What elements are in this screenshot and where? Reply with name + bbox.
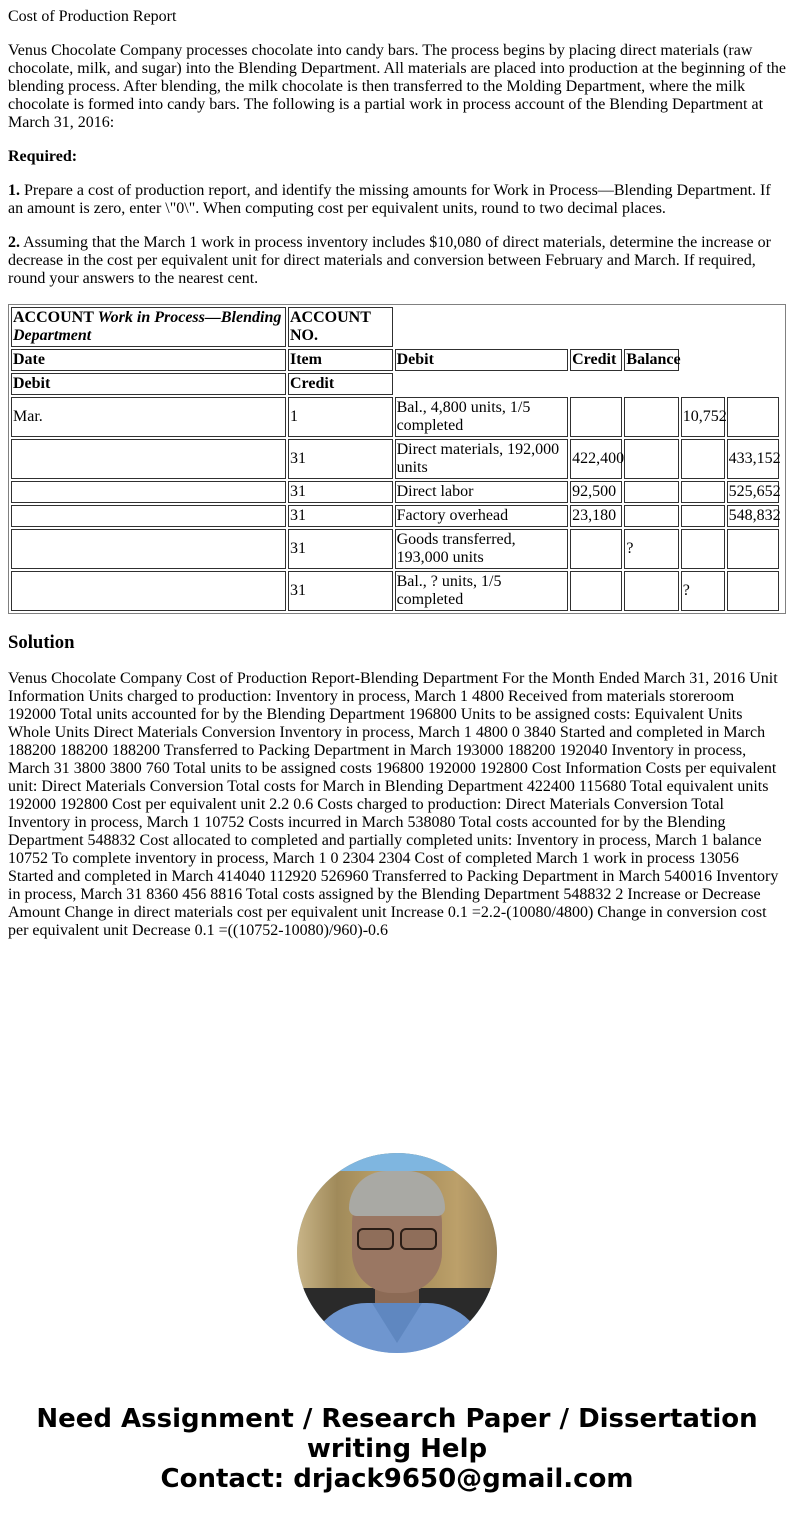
row-balance-credit <box>727 571 779 611</box>
glasses-icon <box>357 1228 437 1248</box>
requirement-number: 1. <box>8 182 20 199</box>
row-credit <box>624 571 678 611</box>
requirement-text: Prepare a cost of production report, and identify the missing amounts for Work in Process—Blending Department. If an amount is zero, enter \"0\". When computing cost per equivalent units, round to two decimal places. <box>8 182 771 217</box>
row-debit: 92,500 <box>570 481 622 503</box>
row-day: 31 <box>288 529 393 569</box>
promo-contact: Contact: drjack9650@gmail.com <box>160 1464 634 1494</box>
ledger-row <box>11 571 783 611</box>
row-day: 1 <box>288 397 393 437</box>
row-date <box>11 481 286 503</box>
row-date: Mar. <box>11 397 286 437</box>
requirement-number: 2. <box>8 234 20 251</box>
row-day: 31 <box>288 439 393 479</box>
header-debit: Debit <box>395 349 569 371</box>
row-day: 31 <box>288 481 393 503</box>
row-date <box>11 439 286 479</box>
account-name: Work in Process—Blending Department <box>13 309 282 344</box>
row-item: Direct materials, 192,000 units <box>395 439 569 479</box>
ledger-table <box>8 304 786 614</box>
solution-text: Venus Chocolate Company Cost of Production Report-Blending Department For the Month Ended March 31, 2016 Unit Information Units charged to production: Inventory in process, March 1 4800 Received from materials storeroom 192000 Total units accounted for by the Blending Department 196800 Units to be assigned costs: Equivalent Units Whole Units Direct Materials Conversion Inventory in process, March 1 4800 0 3840 Started and completed in March 188200 188200 188200 Transferred to Packing Department in March 193000 188200 192040 Inventory in process, March 31 3800 3800 760 Total units to be assigned costs 196800 192000 192800 Cost Information Costs per equivalent unit: Direct Materials Conversion Total costs for March in Blending Department 422400 115680 Total equivalent units 192000 192800 Cost per equivalent unit 2.2 0.6 Costs charged to production: Direct Materials Conversion Total Inventory in process, March 1 10752 Costs incurred in March 538080 Total costs accounted for by the Blending Department 548832 Cost allocated to completed and partially completed units: Inventory in process, March 1 balance 10752 To complete inventory in process, March 1 0 2304 2304 Cost of completed March 1 work in process 13056 Started and completed in March 414040 112920 526960 Transferred to Packing Department in March 540016 Inventory in process, March 31 8360 456 8816 Total costs assigned by the Blending Department 548832 2 Increase or Decrease Amount Change in direct materials cost per equivalent unit Increase 0.1 =2.2-(10080/4800) Change in conversion cost per equivalent unit Decrease 0.1 =((10752-10080)/960)-0.6 <box>8 670 779 939</box>
row-balance-credit: 433,152 <box>727 439 779 479</box>
row-credit <box>624 439 678 479</box>
row-debit: 23,180 <box>570 505 622 527</box>
row-balance-credit: 525,652 <box>727 481 779 503</box>
ledger-account-row <box>11 307 783 347</box>
row-debit <box>570 529 622 569</box>
author-avatar <box>297 1153 497 1353</box>
row-date <box>11 571 286 611</box>
subheader-credit: Credit <box>288 373 393 395</box>
requirement-1 <box>8 182 786 218</box>
required-label: Required: <box>8 148 78 165</box>
document-title: Cost of Production Report <box>8 8 177 25</box>
row-credit <box>624 505 678 527</box>
ledger-row <box>11 397 783 437</box>
row-balance-debit <box>681 439 725 479</box>
subheader-debit: Debit <box>11 373 286 395</box>
ledger-row <box>11 505 783 527</box>
row-item: Bal., ? units, 1/5 completed <box>395 571 569 611</box>
row-balance-debit <box>681 481 725 503</box>
header-item: Item <box>288 349 393 371</box>
header-date: Date <box>11 349 286 371</box>
header-credit: Credit <box>570 349 622 371</box>
row-day: 31 <box>288 505 393 527</box>
row-item: Factory overhead <box>395 505 569 527</box>
row-debit <box>570 571 622 611</box>
promo-banner <box>0 1404 794 1494</box>
promo-line-1: Need Assignment / Research Paper / Dissertation <box>36 1404 758 1434</box>
row-balance-debit: 10,752 <box>681 397 725 437</box>
requirement-2 <box>8 234 786 288</box>
row-balance-debit <box>681 505 725 527</box>
row-balance-credit <box>727 529 779 569</box>
account-no-cell: ACCOUNT NO. <box>288 307 393 347</box>
row-debit <box>570 397 622 437</box>
row-balance-debit: ? <box>681 571 725 611</box>
header-balance: Balance <box>624 349 678 371</box>
row-balance-credit: 548,832 <box>727 505 779 527</box>
problem-intro: Venus Chocolate Company processes chocolate into candy bars. The process begins by placing direct materials (raw chocolate, milk, and sugar) into the Blending Department. All materials are placed into production at the beginning of the blending process. After blending, the milk chocolate is then transferred to the Molding Department, where the milk chocolate is formed into candy bars. The following is a partial work in process account of the Blending Department at March 31, 2016: <box>8 42 786 131</box>
row-date <box>11 505 286 527</box>
row-credit <box>624 481 678 503</box>
row-item: Direct labor <box>395 481 569 503</box>
row-balance-debit <box>681 529 725 569</box>
row-credit <box>624 397 678 437</box>
row-credit: ? <box>624 529 678 569</box>
row-balance-credit <box>727 397 779 437</box>
ledger-row <box>11 439 783 479</box>
ledger-subheader-row <box>11 373 783 395</box>
ledger-row <box>11 529 783 569</box>
solution-heading: Solution <box>8 632 75 653</box>
requirement-text: Assuming that the March 1 work in process inventory includes $10,080 of direct materials, determine the increase or decrease in the cost per equivalent unit for direct materials and conversion between February and March. If required, round your answers to the nearest cent. <box>8 234 771 287</box>
promo-line-2: writing Help <box>306 1434 488 1464</box>
row-date <box>11 529 286 569</box>
ledger-row <box>11 481 783 503</box>
ledger-header-row <box>11 349 783 371</box>
row-debit: 422,400 <box>570 439 622 479</box>
account-name-cell: ACCOUNT Work in Process—Blending Department <box>11 307 286 347</box>
row-day: 31 <box>288 571 393 611</box>
row-item: Bal., 4,800 units, 1/5 completed <box>395 397 569 437</box>
row-item: Goods transferred, 193,000 units <box>395 529 569 569</box>
